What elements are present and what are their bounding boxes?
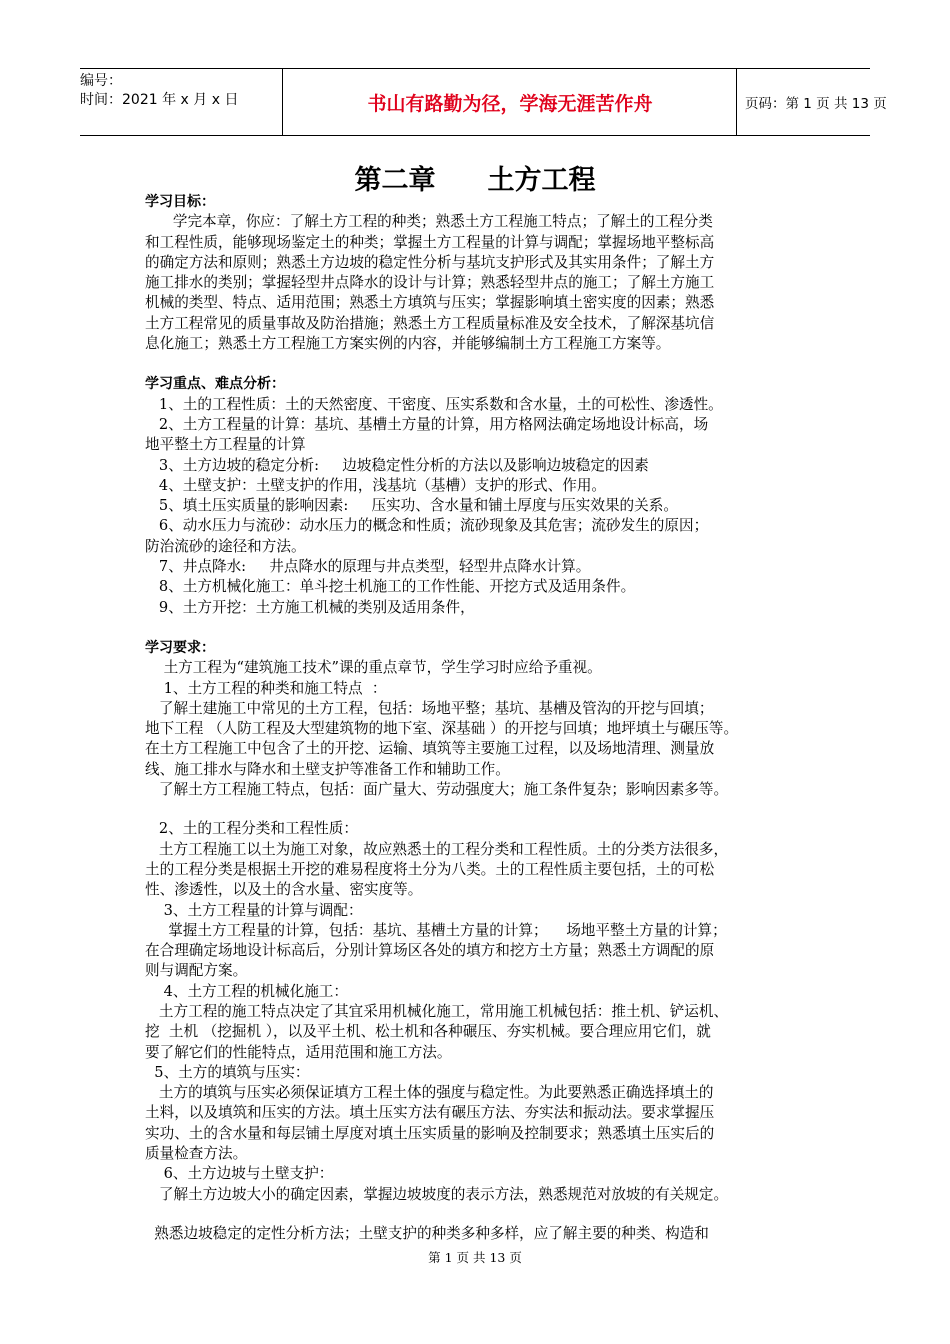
text-line: 则与调配方案。	[145, 962, 248, 980]
text-line: 线、施工排水与降水和土壁支护等准备工作和辅助工作。	[145, 760, 510, 778]
motto: 书山有路勤为径，学海无涯苦作舟	[284, 69, 737, 135]
text-line: 机械的类型、特点、适用范围；熟悉土方填筑与压实；掌握影响填土密实度的因素；熟悉	[145, 294, 715, 312]
requirements-section-b	[145, 819, 808, 1205]
text-line: 要了解它们的性能特点，适用范围和施工方法。	[145, 1043, 452, 1061]
text-line: 土方的填筑与压实必须保证填方工程土体的强度与稳定性。为此要熟悉正确选择填土的	[145, 1084, 714, 1102]
text-line: 土方工程为“建筑施工技术”课的重点章节，学生学习时应给予重视。	[145, 659, 602, 677]
text-line: 1、土的工程性质：土的天然密度、干密度、压实系数和含水量，土的可松性、渗透性。	[145, 395, 723, 413]
text-line: 土的工程分类是根据土开挖的难易程度将土分为八类。土的工程性质主要包括，土的可松	[145, 860, 715, 878]
text-line: 1、土方工程的种类和施工特点 ：	[145, 679, 387, 697]
text-line: 4、土方工程的机械化施工：	[145, 982, 348, 1000]
text-line: 性、渗透性，以及土的含水量、密实度等。	[145, 881, 423, 899]
text-line: 在土方工程施工中包含了土的开挖、运输、填筑等主要施工过程，以及场地清理、测量放	[145, 740, 715, 758]
text-line: 了解土方边坡大小的确定因素，掌握边坡坡度的表示方法，熟悉规范对放坡的有关规定。	[145, 1185, 729, 1203]
header-meta-cell	[80, 69, 283, 135]
text-line: 6、土方边坡与土壁支护：	[145, 1165, 334, 1183]
text-line: 3、土方边坡的稳定分析: 边坡稳定性分析的方法以及影响边坡稳定的因素	[145, 456, 649, 474]
key-points-heading: 学习重点、难点分析：	[145, 376, 285, 393]
text-line: 和工程性质，能够现场鉴定土的种类；掌握土方工程量的计算与调配；掌握场地平整标高	[145, 233, 715, 251]
text-line: 2、土方工程量的计算：基坑、基槽土方量的计算，用方格网法确定场地设计标高，场	[145, 415, 709, 433]
text-line: 地平整土方工程量的计算	[145, 436, 306, 454]
text-line: 防治流砂的途径和方法。	[145, 537, 306, 555]
chapter-name: 土方工程	[487, 165, 596, 196]
text-line: 施工排水的类别；掌握轻型井点降水的设计与计算；熟悉轻型井点的施工；了解土方施工	[145, 274, 715, 292]
text-line: 3、土方工程量的计算与调配：	[145, 901, 363, 919]
number-label: 编号：	[80, 73, 122, 89]
text-line: 实功、土的含水量和每层铺土厚度对填土压实质量的影响及控制要求；熟悉填土压实后的	[145, 1124, 715, 1142]
text-line: 掌握土方工程量的计算，包括：基坑、基槽土方量的计算； 场地平整土方量的计算；	[145, 921, 727, 939]
chapter-number: 第二章	[354, 165, 436, 196]
text-line: 息化施工；熟悉土方工程施工方案实例的内容，并能够编制土方工程施工方案等。	[145, 335, 671, 353]
text-line: 了解土建施工中常见的土方工程，包括：场地平整；基坑、基槽及管沟的开挖与回填；	[145, 699, 714, 717]
document-body	[145, 192, 808, 1244]
requirements-section-a	[145, 658, 808, 800]
text-line: 7、井点降水: 井点降水的原理与井点类型，轻型井点降水计算。	[145, 558, 591, 576]
text-line: 学完本章，你应：了解土方工程的种类；熟悉土方工程施工特点；了解土的工程分类	[145, 213, 713, 231]
text-line: 2、土的工程分类和工程性质：	[145, 820, 358, 838]
text-line: 8、土方机械化施工：单斗挖土机施工的工作性能、开挖方式及适用条件。	[145, 578, 636, 596]
text-line: 土方工程常见的质量事故及防治措施；熟悉土方工程质量标准及安全技术，了解深基坑信	[145, 314, 715, 332]
requirements-section-c	[145, 1224, 808, 1244]
text-line: 质量检查方法。	[145, 1145, 248, 1163]
text-line: 5、填土压实质量的影响因素: 压实功、含水量和铺土厚度与压实效果的关系。	[145, 497, 678, 515]
time-label: 时间：2021 年 x 月 x 日	[80, 92, 239, 108]
page-footer: 第 1 页 共 13 页	[428, 1250, 522, 1265]
text-line: 4、土壁支护：土壁支护的作用，浅基坑（基槽）支护的形式、作用。	[145, 476, 607, 494]
text-line: 挖 土机 （挖掘机 ），以及平土机、松土机和各种碾压、夯实机械。要合理应用它们，就	[145, 1023, 711, 1041]
text-line: 5、土方的填筑与压实：	[145, 1063, 310, 1081]
objectives-heading: 学习目标：	[145, 194, 215, 210]
objectives-paragraph	[145, 212, 808, 354]
text-line: 土方工程施工以土为施工对象，故应熟悉土的工程分类和工程性质。土的分类方法很多，	[145, 840, 729, 858]
text-line: 的确定方法和原则；熟悉土方边坡的稳定性分析与基坑支护形式及其实用条件；了解土方	[145, 253, 715, 271]
text-line: 熟悉边坡稳定的定性分析方法；土壁支护的种类多种多样，应了解主要的种类、构造和	[145, 1224, 709, 1242]
requirements-heading: 学习要求：	[145, 639, 215, 656]
text-line: 地下工程 （人防工程及大型建筑物的地下室、深基础 ）的开挖与回填；地坪填土与碾压等。	[145, 720, 739, 738]
text-line: 土方工程的施工特点决定了其宜采用机械化施工，常用施工机械包括：推土机、铲运机、	[145, 1002, 729, 1020]
text-line: 9、土方开挖：土方施工机械的类别及适用条件，	[145, 598, 475, 616]
text-line: 了解土方工程施工特点，包括：面广量大、劳动强度大；施工条件复杂；影响因素多等。	[145, 781, 729, 799]
key-points-list	[145, 395, 808, 618]
text-line: 6、动水压力与流砂：动水压力的概念和性质；流砂现象及其危害；流砂发生的原因；	[145, 517, 709, 535]
document-header	[80, 68, 887, 136]
page-info: 页码：第 1 页 共 13 页	[745, 96, 887, 112]
text-line: 土料，以及填筑和压实的方法。填土压实方法有碾压方法、夯实法和振动法。要求掌握压	[145, 1104, 715, 1122]
text-line: 在合理确定场地设计标高后，分别计算场区各处的填方和挖方土方量；熟悉土方调配的原	[145, 942, 715, 960]
